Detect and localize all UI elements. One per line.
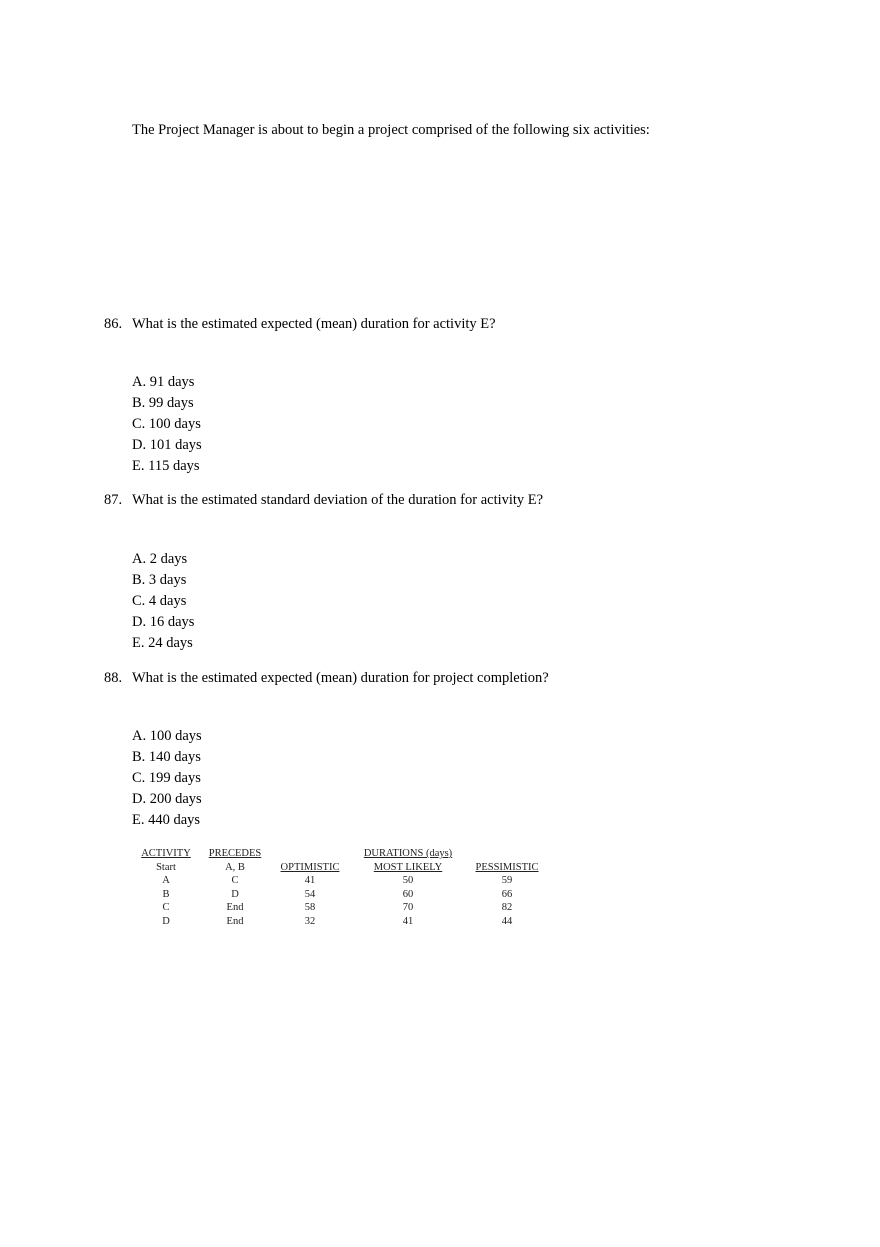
- header-precedes: PRECEDES: [208, 848, 262, 859]
- answer-option: C. 199 days: [132, 770, 201, 786]
- answer-option: C. 4 days: [132, 593, 187, 609]
- cell-precedes: C: [231, 875, 239, 886]
- answer-option: C. 100 days: [132, 416, 201, 432]
- header-pessimistic: PESSIMISTIC: [475, 862, 539, 873]
- cell-most-likely: 70: [402, 902, 414, 913]
- cell-pessimistic: 82: [501, 902, 513, 913]
- cell-optimistic: 54: [304, 889, 316, 900]
- answer-option: A. 91 days: [132, 374, 195, 390]
- cell-pessimistic: 44: [501, 916, 513, 927]
- cell-precedes: End: [226, 916, 244, 927]
- cell-pessimistic: 59: [501, 875, 513, 886]
- question-text: What is the estimated expected (mean) duration for project completion?: [132, 670, 549, 686]
- cell-activity: B: [162, 889, 170, 900]
- intro-paragraph: The Project Manager is about to begin a project comprised of the following six activities:: [132, 122, 650, 138]
- header-activity: ACTIVITY: [141, 848, 191, 859]
- cell-activity: Start: [156, 862, 176, 873]
- answer-option: D. 16 days: [132, 614, 195, 630]
- cell-precedes: A, B: [225, 862, 245, 873]
- header-optimistic: OPTIMISTIC: [280, 862, 340, 873]
- question-number: 86.: [104, 316, 123, 332]
- cell-precedes: End: [226, 902, 244, 913]
- cell-activity: C: [162, 902, 170, 913]
- answer-option: E. 115 days: [132, 458, 200, 474]
- cell-most-likely: 50: [402, 875, 414, 886]
- cell-pessimistic: 66: [501, 889, 513, 900]
- cell-optimistic: 32: [304, 916, 316, 927]
- cell-activity: D: [162, 916, 170, 927]
- answer-option: E. 24 days: [132, 635, 193, 651]
- answer-option: B. 3 days: [132, 572, 187, 588]
- answer-option: A. 100 days: [132, 728, 202, 744]
- cell-most-likely: 41: [402, 916, 414, 927]
- answer-option: A. 2 days: [132, 551, 188, 567]
- cell-precedes: D: [231, 889, 239, 900]
- answer-option: B. 140 days: [132, 749, 201, 765]
- answer-option: D. 101 days: [132, 437, 202, 453]
- question-text: What is the estimated expected (mean) duration for activity E?: [132, 316, 496, 332]
- cell-optimistic: 41: [304, 875, 316, 886]
- cell-optimistic: 58: [304, 902, 316, 913]
- cell-most-likely: 60: [402, 889, 414, 900]
- answer-option: B. 99 days: [132, 395, 194, 411]
- answer-option: D. 200 days: [132, 791, 202, 807]
- activity-table: [136, 848, 556, 932]
- question-number: 87.: [104, 492, 123, 508]
- question-text: What is the estimated standard deviation of the duration for activity E?: [132, 492, 544, 508]
- answer-option: E. 440 days: [132, 812, 201, 828]
- cell-activity: A: [162, 875, 170, 886]
- header-durations: DURATIONS (days): [363, 848, 453, 859]
- header-most-likely: MOST LIKELY: [373, 862, 443, 873]
- question-number: 88.: [104, 670, 123, 686]
